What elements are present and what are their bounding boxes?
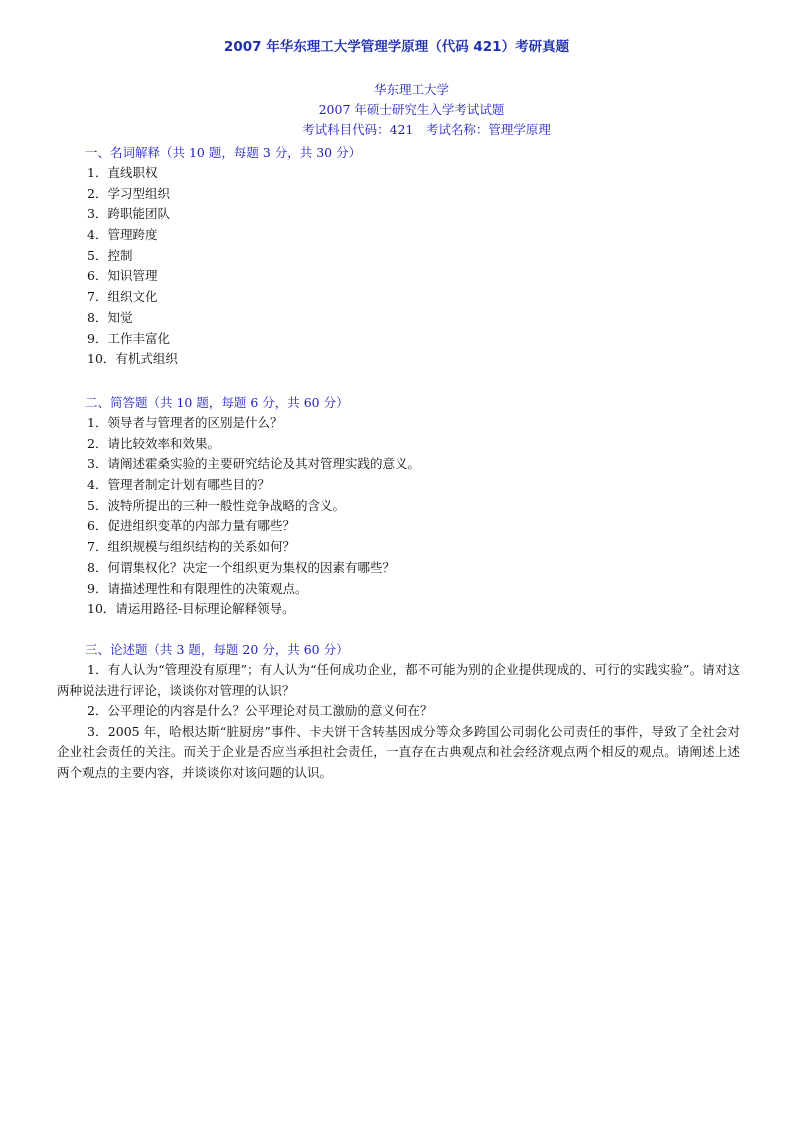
section-short-answer xyxy=(80,393,760,620)
section-definitions xyxy=(80,143,760,370)
section-heading: 一、名词解释（共 10 题，每题 3 分，共 30 分） xyxy=(85,145,362,160)
question-item: 7．组织规模与组织结构的关系如何？ xyxy=(87,539,295,555)
exam-header xyxy=(0,80,793,140)
question-item: 2．学习型组织 xyxy=(87,185,170,201)
question-item: 6．知识管理 xyxy=(87,268,158,284)
school-name: 华东理工大学 xyxy=(373,82,449,97)
question-item: 9．工作丰富化 xyxy=(87,330,170,346)
section-heading: 二、简答题（共 10 题，每题 6 分，共 60 分） xyxy=(85,395,349,410)
question-item: 5．控制 xyxy=(87,247,133,263)
question-item: 1．领导者与管理者的区别是什么？ xyxy=(87,415,283,430)
question-item: 6．促进组织变革的内部力量有哪些？ xyxy=(87,518,295,534)
question-item: 5．波特所提出的三种一般性竞争战略的含义。 xyxy=(87,497,345,513)
exam-name: 2007 年硕士研究生入学考试试题 xyxy=(318,102,505,117)
question-item: 8．何谓集权化？决定一个组织更为集权的因素有哪些？ xyxy=(87,559,395,575)
essay-question: 3．2005 年，哈根达斯“脏厨房”事件、卡夫饼干含转基因成分等众多跨国公司弱化公司责任的事件，导致了全社会对企业社会责任的关注。而关于企业是否应当承担社会责任，一直存在古典观点和社会经济观点两个相反的观点。请阐述上述两个观点的主要内容，并谈谈你对该问题的认识。 xyxy=(57,723,740,780)
question-item: 10．有机式组织 xyxy=(87,351,178,367)
question-item: 7．组织文化 xyxy=(87,289,158,305)
question-item: 3．请阐述霍桑实验的主要研究结论及其对管理实践的意义。 xyxy=(87,456,420,472)
page-title: 2007 年华东理工大学管理学原理（代码 421）考研真题 xyxy=(223,39,570,55)
question-list xyxy=(80,163,760,370)
question-item: 10．请运用路径-目标理论解释领导。 xyxy=(87,601,295,617)
question-list xyxy=(80,413,760,620)
question-item: 2．请比较效率和效果。 xyxy=(87,435,220,451)
question-item: 8．知觉 xyxy=(87,309,133,325)
question-item: 1．直线职权 xyxy=(87,165,158,180)
section-heading: 三、论述题（共 3 题，每题 20 分，共 60 分） xyxy=(85,642,349,657)
question-item: 4．管理者制定计划有哪些目的？ xyxy=(87,477,270,493)
subject-line: 考试科目代码：421 考试名称：管理学原理 xyxy=(302,122,551,137)
essay-question: 1．有人认为“管理没有原理”；有人认为“任何成功企业，都不可能为别的企业提供现成的、可行的实践实验”。请对这两种说法进行评论，谈谈你对管理的认识？ xyxy=(57,662,740,698)
section-essay xyxy=(57,640,740,783)
question-item: 4．管理跨度 xyxy=(87,227,158,243)
question-item: 3．跨职能团队 xyxy=(87,206,170,222)
question-item: 9．请描述理性和有限理性的决策观点。 xyxy=(87,580,308,596)
essay-question: 2．公平理论的内容是什么？公平理论对员工激励的意义何在？ xyxy=(87,703,433,718)
